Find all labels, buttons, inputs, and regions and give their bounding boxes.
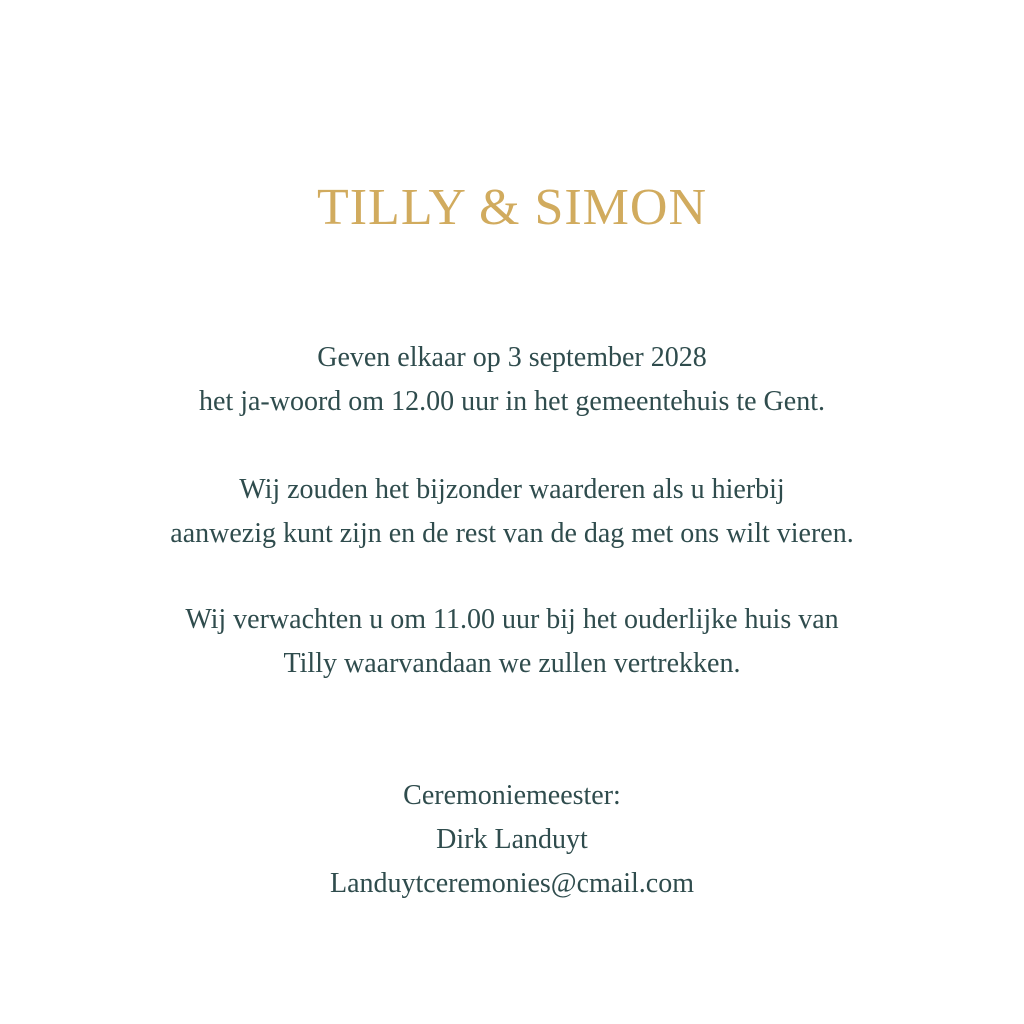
- meeting-paragraph: [0, 598, 1024, 686]
- invitation-paragraph: [0, 468, 1024, 556]
- contact-email: Landuytceremonies@cmail.com: [330, 868, 694, 899]
- invitation-line-1: Wij zouden het bijzonder waarderen als u hierbij: [239, 474, 785, 505]
- contact-name: Dirk Landuyt: [436, 824, 588, 855]
- contact-block: [0, 774, 1024, 906]
- announcement-paragraph: [0, 336, 1024, 424]
- announcement-line-1: Geven elkaar op 3 september 2028: [317, 342, 707, 373]
- meeting-line-1: Wij verwachten u om 11.00 uur bij het ouderlijke huis van: [185, 604, 839, 635]
- contact-role: Ceremoniemeester:: [403, 780, 621, 811]
- invitation-line-2: aanwezig kunt zijn en de rest van de dag met ons wilt vieren.: [170, 518, 854, 549]
- couple-title: TILLY & SIMON: [316, 179, 708, 236]
- meeting-line-2: Tilly waarvandaan we zullen vertrekken.: [283, 648, 741, 679]
- announcement-line-2: het ja-woord om 12.00 uur in het gemeentehuis te Gent.: [199, 386, 825, 417]
